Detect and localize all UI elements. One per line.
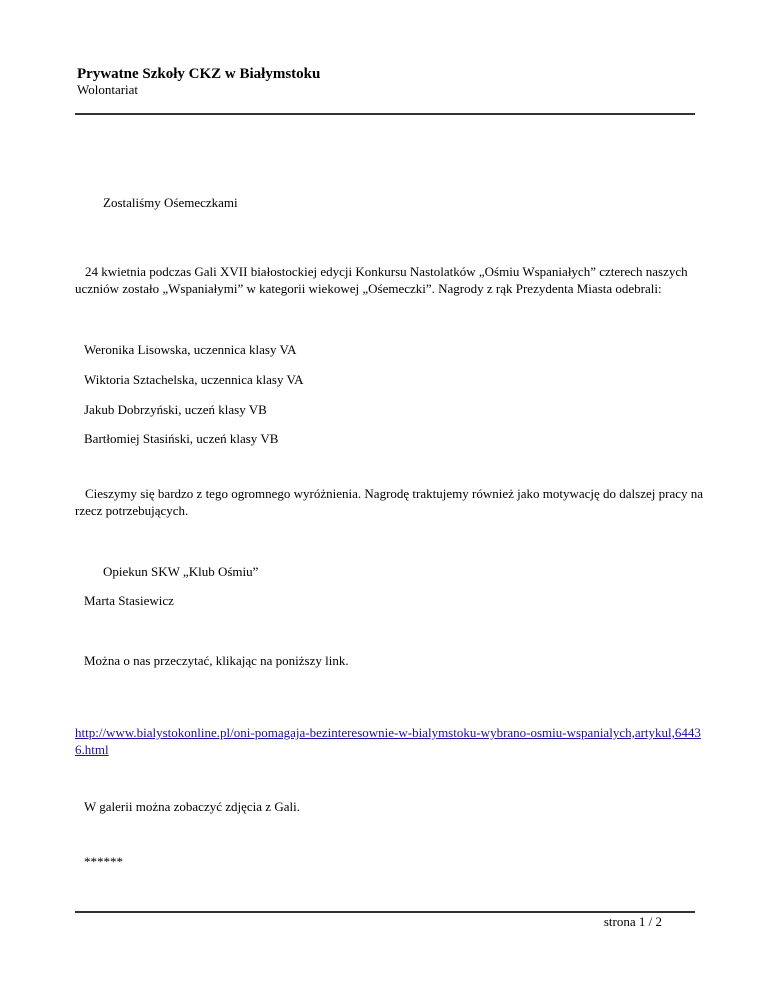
winner-item: Weronika Lisowska, uczennica klasy VA xyxy=(84,342,297,357)
article-heading: Zostaliśmy Ośemeczkami xyxy=(103,195,238,210)
intro-paragraph xyxy=(75,263,705,297)
winner-item: Jakub Dobrzyński, uczeń klasy VB xyxy=(84,402,267,417)
supervisor-name: Marta Stasiewicz xyxy=(84,593,174,608)
intro-text: 24 kwietnia podczas Gali XVII białostockiej edycji Konkursu Nastolatków „Ośmiu Wspaniałych” czterech naszych uczniów zostało „Wspaniałymi” w kategorii wiekowej „Ośemeczki”. Nagrody z rąk Prezydenta Miasta odebrali: xyxy=(75,264,688,296)
winner-item: Wiktoria Sztachelska, uczennica klasy VA xyxy=(84,372,304,387)
winner-item: Bartłomiej Stasiński, uczeń klasy VB xyxy=(84,431,279,446)
supervisor-label: Opiekun SKW „Klub Ośmiu” xyxy=(103,564,259,579)
read-more-text: Można o nas przeczytać, klikając na poniższy link. xyxy=(84,653,349,668)
gallery-note: W galerii można zobaczyć zdjęcia z Gali. xyxy=(84,799,300,814)
article-link[interactable]: http://www.bialystokonline.pl/oni-pomagaja-bezinteresownie-w-bialymstoku-wybrano-osmiu-wspanialych,artykul,64436.html xyxy=(75,725,701,757)
header-divider xyxy=(75,113,695,115)
site-title: Prywatne Szkoły CKZ w Białymstoku xyxy=(77,66,321,82)
page-number: strona 1 / 2 xyxy=(603,914,662,929)
closing-text: Cieszymy się bardzo z tego ogromnego wyróżnienia. Nagrodę traktujemy również jako motywację do dalszej pracy na rzecz potrzebujących. xyxy=(75,486,704,518)
separator-stars: ****** xyxy=(84,854,123,869)
footer-divider xyxy=(75,911,695,913)
closing-paragraph xyxy=(75,485,705,519)
section-subtitle: Wolontariat xyxy=(77,82,139,97)
